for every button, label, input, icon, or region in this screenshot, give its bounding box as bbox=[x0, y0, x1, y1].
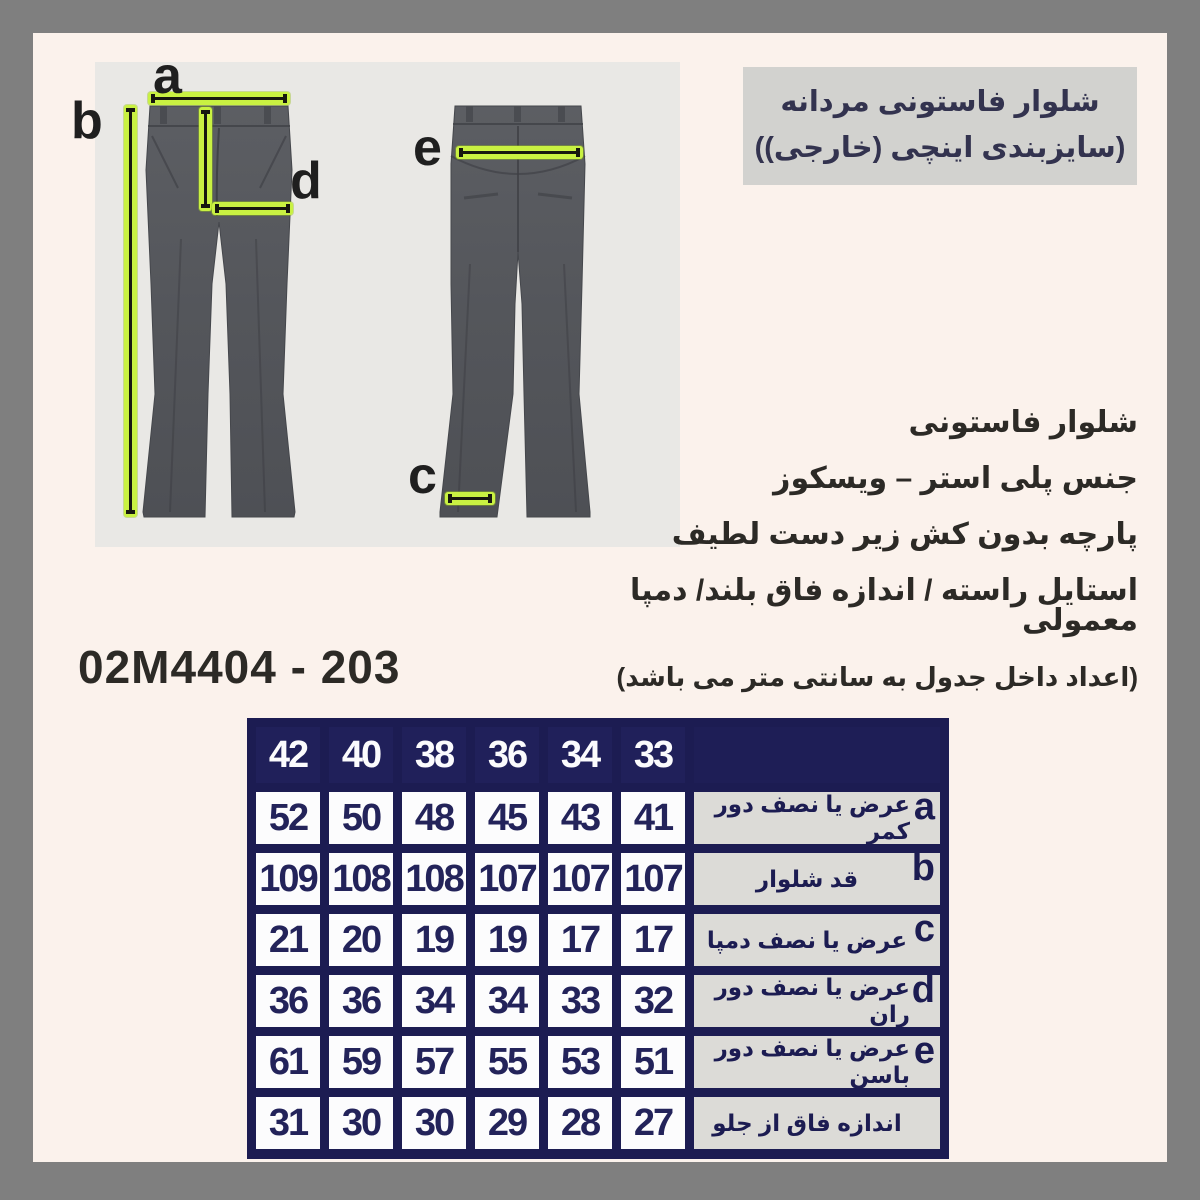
size-header-cell: 40 bbox=[329, 727, 393, 783]
table-cell: 33 bbox=[548, 975, 612, 1027]
diagram-label-e: e bbox=[413, 119, 442, 177]
table-cell: 108 bbox=[329, 853, 393, 905]
table-cell: 48 bbox=[402, 792, 466, 844]
description-line: جنس پلی استر – ویسکوز bbox=[773, 462, 1138, 495]
table-cell: 19 bbox=[475, 914, 539, 966]
row-letter: d bbox=[911, 969, 935, 1011]
table-cell: 52 bbox=[256, 792, 320, 844]
table-cell: 57 bbox=[402, 1036, 466, 1088]
row-letter: e bbox=[913, 1030, 935, 1072]
diagram-label-d: d bbox=[290, 152, 322, 210]
table-cell: 30 bbox=[402, 1097, 466, 1149]
row-label-text: عرض یا نصف دور باسن bbox=[714, 1035, 910, 1088]
table-cell: 30 bbox=[329, 1097, 393, 1149]
row-letter: a bbox=[913, 786, 935, 828]
table-cell: 36 bbox=[256, 975, 320, 1027]
size-header-cell: 38 bbox=[402, 727, 466, 783]
size-header-cell: 33 bbox=[621, 727, 685, 783]
measure-line-d-thigh bbox=[212, 202, 293, 215]
table-cell: 34 bbox=[475, 975, 539, 1027]
pants-back-illustration bbox=[436, 104, 596, 522]
description-line: شلوار فاستونی bbox=[908, 406, 1138, 439]
table-cell: 17 bbox=[621, 914, 685, 966]
table-cell: 61 bbox=[256, 1036, 320, 1088]
description-line: پارچه بدون کش زیر دست لطیف bbox=[671, 518, 1138, 551]
product-code: 02M4404 - 203 bbox=[78, 641, 401, 693]
table-cell: 107 bbox=[475, 853, 539, 905]
row-letter: c bbox=[913, 908, 935, 950]
table-cell: 50 bbox=[329, 792, 393, 844]
table-cell: 43 bbox=[548, 792, 612, 844]
table-cell: 32 bbox=[621, 975, 685, 1027]
page-background bbox=[33, 33, 1167, 1162]
table-units-note: (اعداد داخل جدول به سانتی متر می باشد) bbox=[616, 662, 1138, 692]
table-cell: 51 bbox=[621, 1036, 685, 1088]
table-cell: 34 bbox=[402, 975, 466, 1027]
product-subtitle: (سایزبندی اینچی (خارجی)) bbox=[754, 132, 1126, 164]
table-cell: 29 bbox=[475, 1097, 539, 1149]
table-cell: 28 bbox=[548, 1097, 612, 1149]
table-cell: 107 bbox=[621, 853, 685, 905]
size-header-cell: 42 bbox=[256, 727, 320, 783]
table-cell: 41 bbox=[621, 792, 685, 844]
table-cell: 27 bbox=[621, 1097, 685, 1149]
row-label-text: عرض یا نصف دور ران bbox=[714, 974, 910, 1027]
row-label-hip bbox=[694, 1030, 940, 1088]
row-label-text: عرض یا نصف دمپا bbox=[706, 926, 908, 953]
table-cell: 21 bbox=[256, 914, 320, 966]
table-cell: 19 bbox=[402, 914, 466, 966]
measure-line-front-rise bbox=[199, 107, 212, 211]
row-label-text: عرض یا نصف دور کمر bbox=[714, 791, 910, 844]
table-cell: 55 bbox=[475, 1036, 539, 1088]
measure-line-c-hem bbox=[445, 492, 495, 505]
product-title: شلوار فاستونی مردانه bbox=[780, 86, 1100, 119]
row-label-front-rise bbox=[694, 1097, 940, 1149]
row-letter: b bbox=[911, 847, 935, 889]
table-cell: 59 bbox=[329, 1036, 393, 1088]
measure-line-e-hip bbox=[456, 146, 583, 159]
size-table bbox=[247, 718, 949, 1159]
table-cell: 45 bbox=[475, 792, 539, 844]
description-line: استایل راسته / اندازه فاق بلند/ دمپا معمولی bbox=[630, 574, 1138, 637]
table-cell: 20 bbox=[329, 914, 393, 966]
measure-line-b-length bbox=[124, 105, 137, 517]
diagram-label-c: c bbox=[408, 447, 437, 505]
row-label-waist bbox=[694, 786, 940, 844]
size-header-cell: 36 bbox=[475, 727, 539, 783]
row-label-hem bbox=[694, 908, 940, 966]
size-header-cell: 34 bbox=[548, 727, 612, 783]
table-cell: 17 bbox=[548, 914, 612, 966]
table-corner-cell bbox=[694, 727, 940, 783]
table-cell: 31 bbox=[256, 1097, 320, 1149]
row-label-text: اندازه فاق از جلو bbox=[712, 1109, 902, 1136]
row-label-length bbox=[694, 847, 940, 905]
row-label-thigh bbox=[694, 969, 940, 1027]
diagram-label-a: a bbox=[153, 47, 182, 105]
table-cell: 53 bbox=[548, 1036, 612, 1088]
table-cell: 108 bbox=[402, 853, 466, 905]
product-description bbox=[578, 408, 1138, 693]
pants-front-illustration bbox=[136, 104, 302, 522]
table-cell: 107 bbox=[548, 853, 612, 905]
table-cell: 109 bbox=[256, 853, 320, 905]
title-box bbox=[743, 67, 1137, 185]
table-cell: 36 bbox=[329, 975, 393, 1027]
row-label-text: قد شلوار bbox=[755, 865, 859, 892]
diagram-label-b: b bbox=[71, 92, 103, 150]
